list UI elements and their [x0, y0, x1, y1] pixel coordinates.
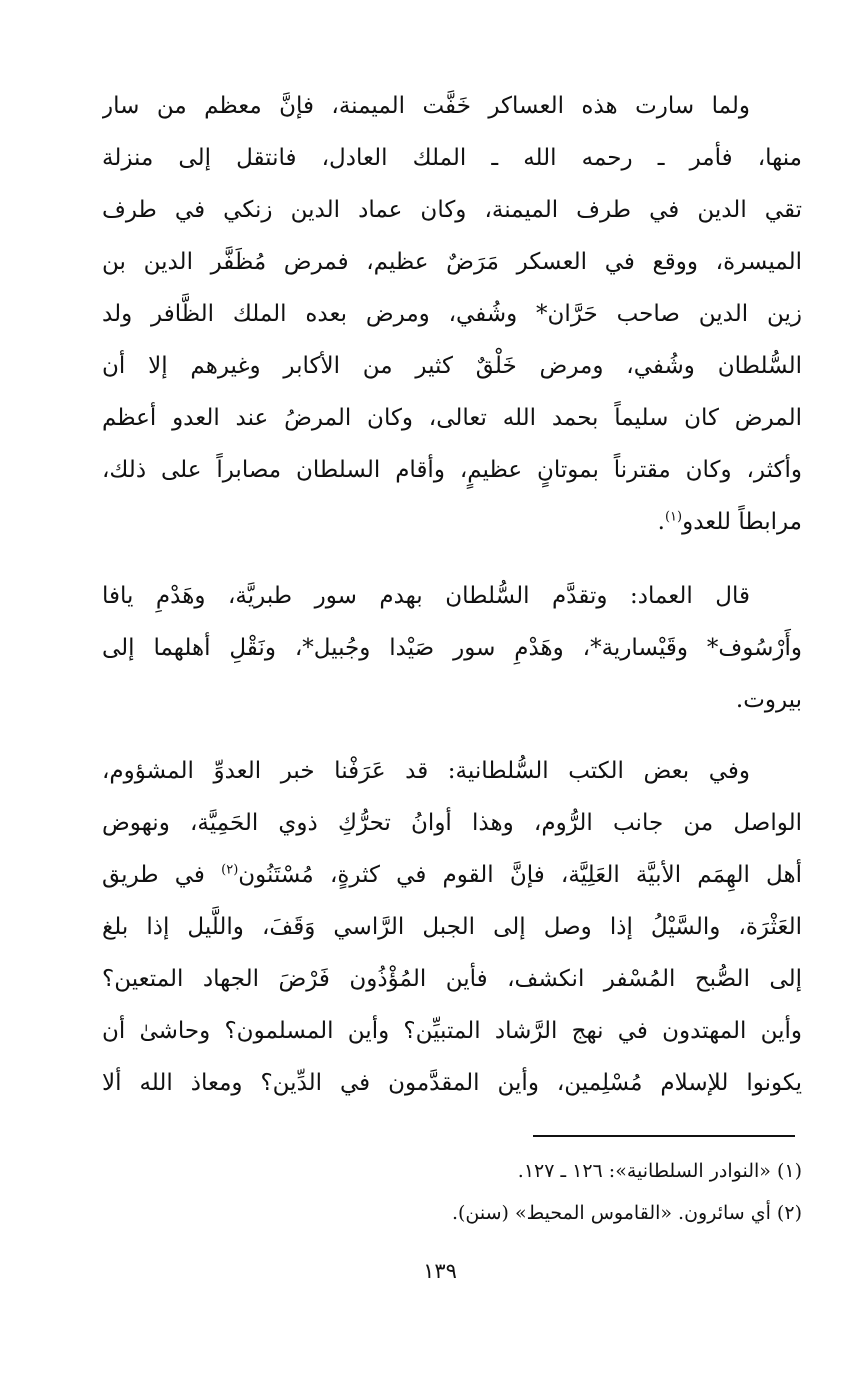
- footnote-separator: [533, 1135, 795, 1137]
- text-line: منها، فأمر ـ رحمه الله ـ الملك العادل، فانتقل إلى منزلة: [102, 145, 802, 171]
- footnote-2: (٢) أي سائرون. «القاموس المحيط» (سنن).: [451, 1202, 802, 1224]
- text-line: السُّلطان وشُفي، ومرض خَلْقٌ كثير من الأكابر وغيرهم إلا أن: [102, 353, 802, 379]
- footnote-1: (١) «النوادر السلطانية»: ١٢٦ ـ ١٢٧.: [517, 1160, 802, 1182]
- footnote-ref-1[interactable]: (١): [664, 509, 683, 525]
- paragraph-3: [102, 745, 802, 1109]
- text-line: قال العماد: وتقدَّم السُّلطان بهدم سور طبريَّة، وهَدْمِ يافا: [102, 583, 750, 609]
- text-line-final: [102, 496, 802, 548]
- sentence-end: .: [657, 509, 665, 535]
- footnote-ref-2[interactable]: (٢): [221, 862, 239, 878]
- text-line: وأين المهتدون في نهج الرَّشاد المتبيِّن؟ وأين المسلمون؟ وحاشىٰ أن: [102, 1018, 802, 1044]
- paragraph-2: [102, 570, 802, 726]
- text-line: تقي الدين في طرف الميمنة، وكان عماد الدين زنكي في طرف: [102, 197, 802, 223]
- paragraph-1: [102, 80, 802, 548]
- text-line: [102, 849, 802, 901]
- text-line-final: بيروت.: [735, 687, 802, 713]
- text-line: يكونوا للإسلام مُسْلِمين، وأين المقدَّمون في الدِّين؟ ومعاذ الله ألا: [102, 1070, 802, 1096]
- text-line: ولما سارت هذه العساكر خَفَّت الميمنة، فإنَّ معظم من سار: [102, 93, 750, 119]
- text-fragment: مرابطاً للعدو: [682, 509, 802, 535]
- text-line: وأكثر، وكان مقترناً بموتانٍ عظيمٍ، وأقام السلطان مصابراً على ذلك،: [102, 457, 802, 483]
- text-line: وأَرْسُوف* وقَيْسارية*، وهَدْمِ سور صَيْدا وجُبيل*، ونَقْلِ أهلهما إلى: [102, 635, 802, 661]
- page-number: ١٣٩: [423, 1259, 457, 1283]
- text-line: الواصل من جانب الرُّوم، وهذا أوانُ تحرُّكِ ذوي الحَمِيَّة، ونهوض: [102, 810, 802, 836]
- text-fragment: أهل الهِمَم الأبيَّة العَلِيَّة، فإنَّ القوم في كثرةٍ، مُسْتَنُون: [238, 862, 802, 888]
- text-line: العَثْرَة، والسَّيْلُ إذا وصل إلى الجبل الرَّاسي وَقَفَ، واللَّيل إذا بلغ: [102, 914, 802, 940]
- text-line: المرض كان سليماً بحمد الله تعالى، وكان المرضُ عند العدو أعظم: [102, 405, 802, 431]
- footnotes: [300, 1150, 802, 1234]
- text-line: الميسرة، ووقع في العسكر مَرَضٌ عظيم، فمرض مُظَفَّر الدين بن: [102, 249, 802, 275]
- text-fragment: في طريق: [102, 862, 205, 888]
- text-line: وفي بعض الكتب السُّلطانية: قد عَرَفْنا خبر العدوِّ المشؤوم،: [102, 758, 750, 784]
- text-line: إلى الصُّبح المُسْفر انكشف، فأين المُؤْذُون فَرْضَ الجهاد المتعين؟: [102, 966, 802, 992]
- text-line: زين الدين صاحب حَرَّان* وشُفي، ومرض بعده الملك الظَّافر ولد: [102, 301, 802, 327]
